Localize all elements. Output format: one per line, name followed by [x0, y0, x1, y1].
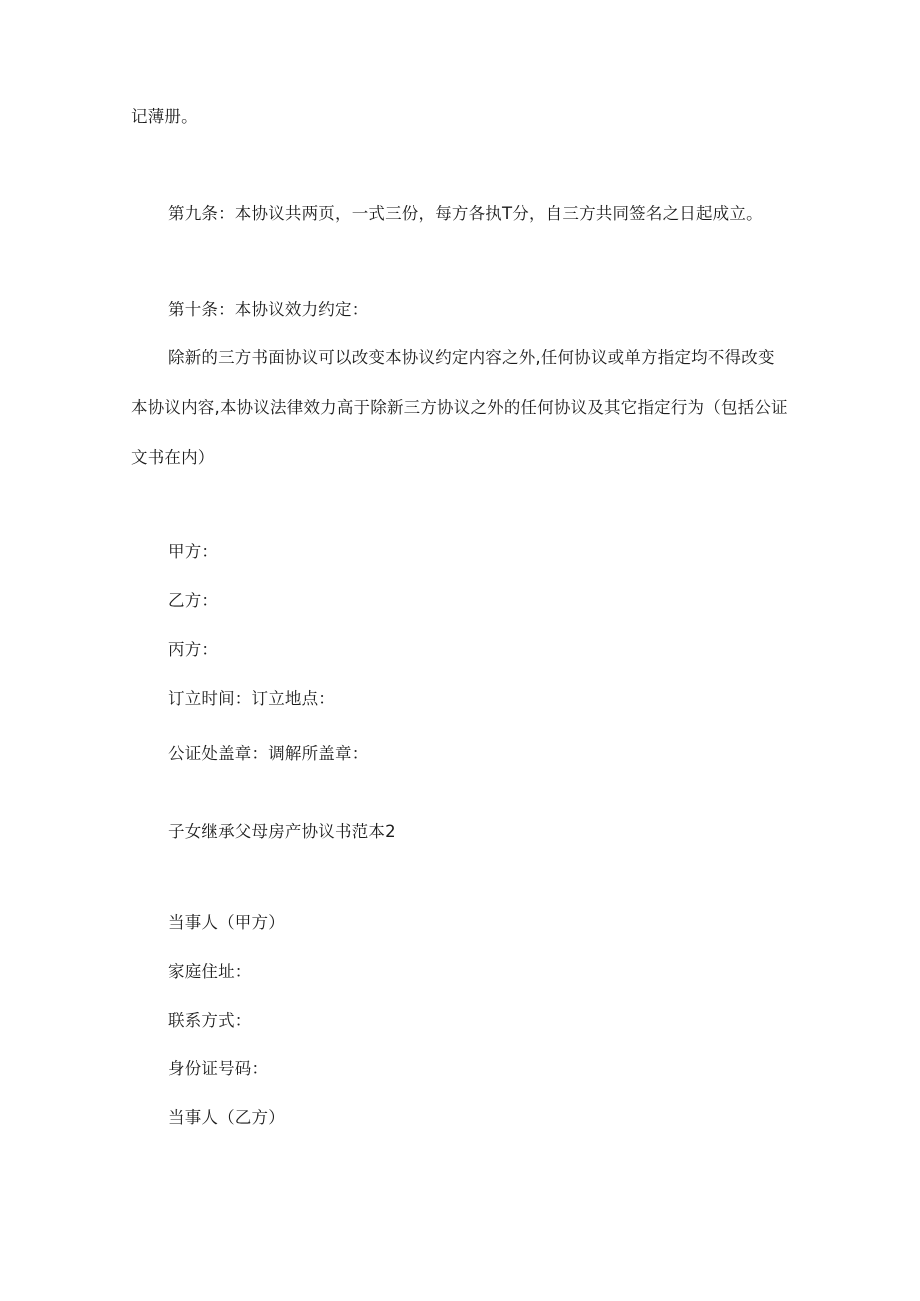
article-9: 第九条：本协议共两页，一式三份，每方各执T分，自三方共同签名之日起成立。 [168, 204, 763, 223]
party-a-label: 甲方： [168, 542, 219, 561]
seal-line: 公证处盖章：调解所盖章： [168, 744, 369, 763]
section-title: 子女继承父母房产协议书范本2 [168, 822, 396, 841]
signing-time-place: 订立时间：订立地点： [168, 689, 335, 708]
article-10-title: 第十条：本协议效力约定： [168, 300, 369, 319]
home-address-label: 家庭住址： [168, 962, 252, 981]
article-10-body: 除新的三方书面协议可以改变本协议约定内容之外,任何协议或单方指定均不得改变本协议内容,本协议法律效力高于除新三方协议之外的任何协议及其它指定行为（包括公证文书在内） [131, 348, 788, 467]
party-b-label: 乙方： [168, 591, 219, 610]
id-number-label: 身份证号码： [168, 1059, 269, 1078]
party-a-heading: 当事人（甲方） [168, 913, 285, 932]
party-c-label: 丙方： [168, 640, 219, 659]
party-b-heading: 当事人（乙方） [168, 1108, 285, 1127]
contact-label: 联系方式： [168, 1011, 252, 1030]
text-line-register: 记薄册。 [131, 107, 198, 126]
